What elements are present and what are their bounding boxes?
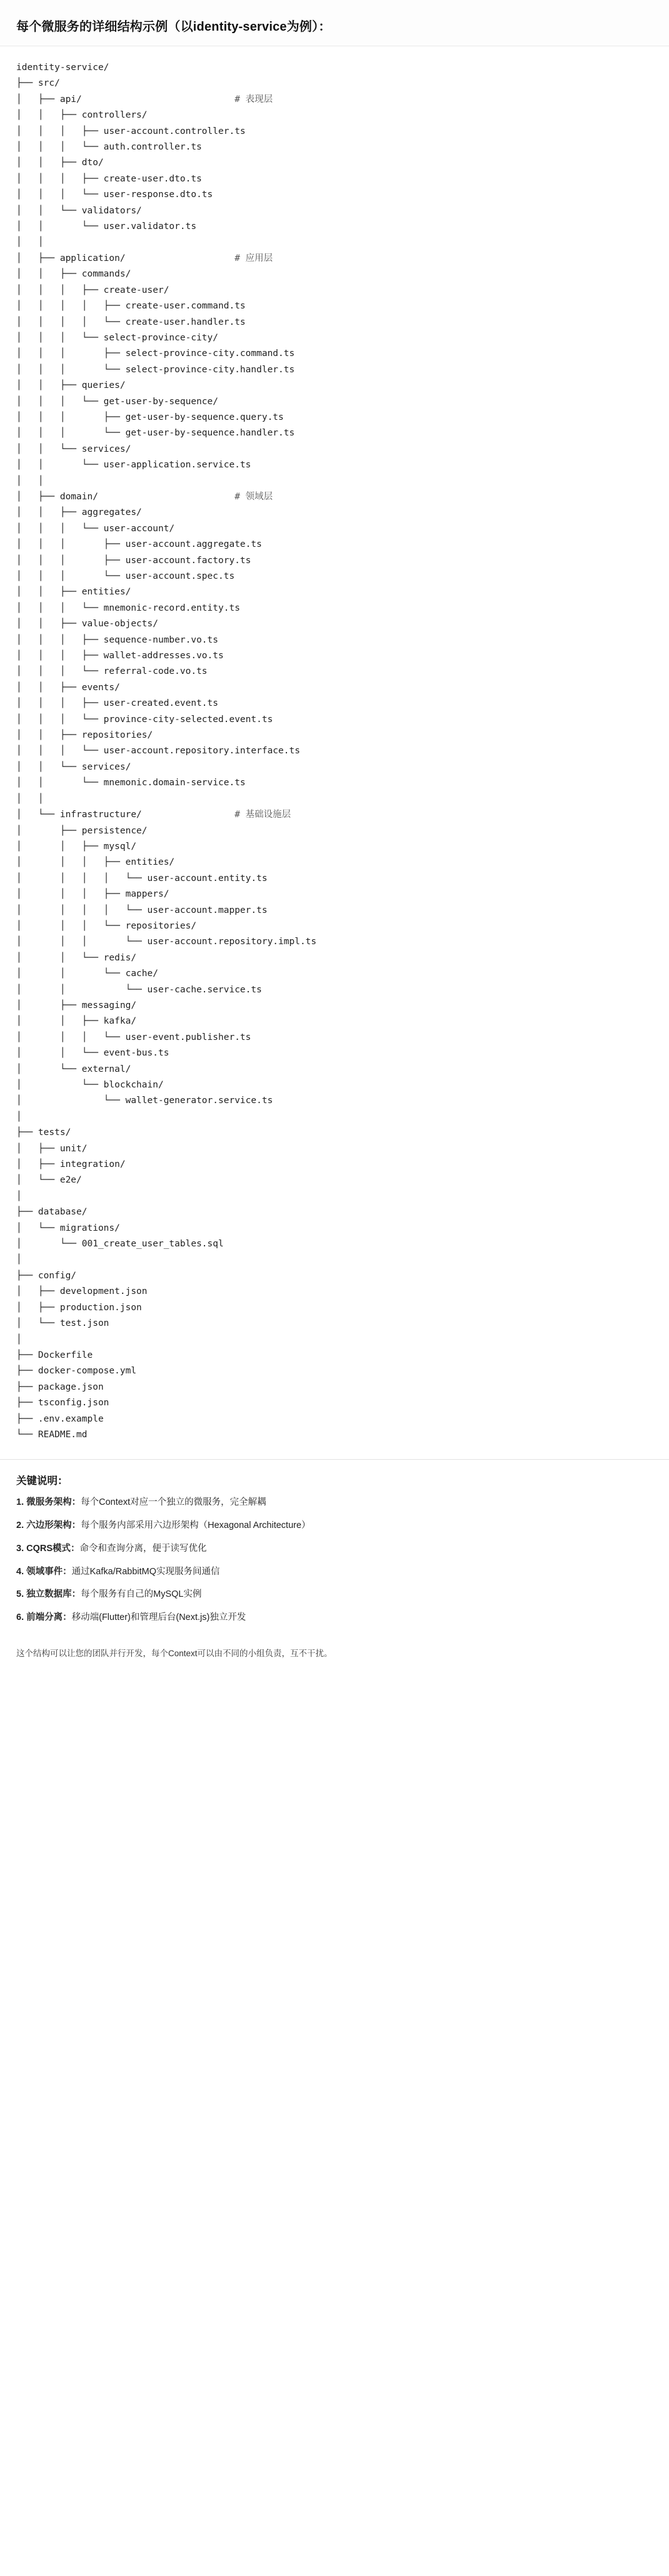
tree-line — [16, 633, 653, 648]
tree-line-text: │ │ └── redis/ — [16, 952, 137, 963]
page-title: 每个微服务的详细结构示例（以identity-service为例）： — [16, 20, 331, 34]
tree-line — [16, 442, 653, 457]
tree-line — [16, 998, 653, 1014]
tree-line — [16, 1189, 653, 1204]
tree-line — [16, 410, 653, 425]
key-note-description: 每个服务内部采用六边形架构（Hexagonal Architecture） — [81, 1520, 311, 1531]
tree-line — [16, 553, 653, 569]
key-note-item — [16, 1519, 653, 1533]
tree-line-text: │ │ │ ├── sequence-number.vo.ts — [16, 634, 219, 645]
tree-line — [16, 1284, 653, 1300]
tree-line — [16, 792, 653, 807]
tree-line — [16, 1141, 653, 1157]
tree-line — [16, 140, 653, 155]
tree-line — [16, 601, 653, 616]
tree-line-text: │ │ │ │ ├── create-user.command.ts — [16, 301, 246, 312]
tree-line-text: │ │ └── user-cache.service.ts — [16, 984, 262, 995]
tree-line-text: │ ├── production.json — [16, 1302, 142, 1313]
tree-line — [16, 664, 653, 680]
tree-line-text: │ └── wallet-generator.service.ts — [16, 1096, 273, 1106]
tree-line-text: │ │ ├── events/ — [16, 682, 120, 693]
tree-line-text: ├── Dockerfile — [16, 1350, 93, 1360]
tree-line — [16, 966, 653, 982]
key-note-term: 六边形架构： — [26, 1520, 81, 1531]
tree-line-text: │ ├── persistence/ — [16, 825, 148, 836]
tree-line — [16, 1014, 653, 1029]
tree-line — [16, 457, 653, 473]
tree-line-text: │ │ ├── controllers/ — [16, 110, 148, 121]
tree-line-text: │ └── e2e/ — [16, 1175, 82, 1186]
tree-line-text: │ │ │ └── referral-code.vo.ts — [16, 666, 208, 677]
tree-line-text: │ │ │ ├── mappers/ — [16, 889, 169, 900]
tree-line — [16, 267, 653, 282]
tree-line-spacer — [98, 492, 234, 502]
tree-line-text: │ ├── domain/ — [16, 491, 98, 502]
tree-line — [16, 1062, 653, 1077]
key-note-description: 命令和查询分离，便于读写优化 — [79, 1543, 207, 1554]
key-note-number: 3. — [16, 1543, 24, 1554]
tree-line — [16, 1300, 653, 1316]
key-note-description: 移动端(Flutter)和管理后台(Next.js)独立开发 — [71, 1612, 246, 1623]
tree-line-text: │ │ └── user-application.service.ts — [16, 460, 251, 471]
key-note-item — [16, 1588, 653, 1602]
tree-line-text: │ │ │ ├── user-created.event.ts — [16, 698, 219, 709]
tree-line — [16, 1412, 653, 1427]
tree-line-text: │ │ │ ├── entities/ — [16, 857, 175, 868]
tree-line — [16, 871, 653, 887]
tree-line-text: │ │ — [16, 793, 44, 804]
tree-line — [16, 1348, 653, 1363]
tree-line-text: │ │ │ └── user-account.spec.ts — [16, 571, 235, 581]
tree-line-text: │ │ ├── queries/ — [16, 380, 126, 391]
tree-line — [16, 760, 653, 775]
tree-line-text: │ │ │ └── user-event.publisher.ts — [16, 1032, 251, 1042]
tree-line — [16, 124, 653, 140]
tree-line — [16, 728, 653, 743]
tree-line — [16, 489, 653, 505]
tree-line — [16, 823, 653, 839]
tree-line — [16, 315, 653, 330]
tree-line — [16, 505, 653, 521]
tree-line — [16, 298, 653, 314]
tree-line-text: │ │ │ └── get-user-by-sequence.handler.ts — [16, 428, 295, 439]
tree-line-text: │ │ ├── commands/ — [16, 269, 131, 280]
tree-line-text: │ │ ├── aggregates/ — [16, 507, 142, 518]
tree-line-text: │ │ ├── value-objects/ — [16, 619, 158, 629]
key-note-number: 2. — [16, 1520, 24, 1531]
tree-line — [16, 474, 653, 489]
tree-line-text: │ │ │ └── province-city-selected.event.ts — [16, 714, 273, 725]
tree-line-text: │ ├── api/ — [16, 94, 82, 104]
tree-line — [16, 187, 653, 203]
tree-line-text: │ │ └── validators/ — [16, 205, 142, 216]
tree-line — [16, 235, 653, 250]
tree-line-text: │ ├── messaging/ — [16, 1000, 137, 1011]
tree-line-text: │ │ │ └── user-account.repository.interface.ts — [16, 746, 300, 756]
tree-line — [16, 903, 653, 919]
key-note-description: 每个服务有自己的MySQL实例 — [81, 1589, 202, 1600]
tree-line — [16, 1173, 653, 1188]
tree-line — [16, 855, 653, 870]
tree-line-text: │ │ │ └── auth.controller.ts — [16, 142, 202, 153]
tree-line-text: │ — [16, 1334, 22, 1345]
tree-line-text: │ ├── application/ — [16, 253, 126, 263]
tree-line-text: ├── docker-compose.yml — [16, 1366, 137, 1377]
key-note-term: 前端分离： — [26, 1612, 72, 1623]
tree-line — [16, 521, 653, 537]
tree-line-text: │ ├── unit/ — [16, 1143, 88, 1154]
tree-line-text: │ │ ├── kafka/ — [16, 1016, 137, 1027]
key-note-number: 6. — [16, 1612, 24, 1623]
tree-line-text: │ └── infrastructure/ — [16, 810, 142, 820]
tree-line-text: │ │ ├── entities/ — [16, 587, 131, 598]
tree-line — [16, 1046, 653, 1061]
tree-line-spacer — [126, 253, 235, 263]
tree-line — [16, 584, 653, 600]
tree-line-text: │ ├── integration/ — [16, 1159, 126, 1170]
key-note-item — [16, 1496, 653, 1510]
tree-line-text: │ │ └── cache/ — [16, 969, 158, 979]
tree-line-text: │ │ │ │ └── create-user.handler.ts — [16, 317, 246, 327]
tree-line-text: │ └── blockchain/ — [16, 1080, 164, 1090]
tree-line-text: │ │ ├── dto/ — [16, 158, 104, 168]
tree-line-text: │ ├── development.json — [16, 1286, 148, 1297]
key-note-term: 微服务架构： — [26, 1497, 81, 1508]
tree-line — [16, 1236, 653, 1252]
tree-line — [16, 1204, 653, 1220]
tree-line-text: │ │ └── services/ — [16, 444, 131, 454]
tree-line — [16, 1030, 653, 1046]
tree-line-comment: # 基础设施层 — [234, 810, 291, 820]
tree-line — [16, 394, 653, 410]
tree-line-text: │ └── migrations/ — [16, 1223, 120, 1233]
tree-line-text: │ └── test.json — [16, 1318, 109, 1329]
tree-line — [16, 537, 653, 552]
tree-line-text: │ │ │ └── mnemonic-record.entity.ts — [16, 603, 240, 613]
tree-line-text: │ │ │ ├── user-account.factory.ts — [16, 555, 251, 566]
tree-line — [16, 1157, 653, 1173]
tree-line — [16, 887, 653, 902]
tree-line — [16, 569, 653, 584]
key-note-number: 5. — [16, 1589, 24, 1600]
tree-line-text: │ │ — [16, 476, 44, 486]
tree-line — [16, 283, 653, 298]
tree-line — [16, 1427, 653, 1443]
tree-line — [16, 1332, 653, 1348]
tree-line-text: │ │ │ ├── wallet-addresses.vo.ts — [16, 651, 224, 661]
tree-line — [16, 1109, 653, 1125]
tree-line — [16, 950, 653, 966]
tree-line-text: ├── tests/ — [16, 1128, 71, 1138]
key-note-description: 每个Context对应一个独立的微服务，完全解耦 — [81, 1497, 266, 1508]
tree-line-text: │ │ │ ├── get-user-by-sequence.query.ts — [16, 412, 284, 422]
tree-line-text: │ │ │ ├── create-user/ — [16, 285, 169, 295]
tree-line — [16, 203, 653, 219]
tree-line-text: │ │ │ └── select-province-city.handler.ts — [16, 364, 295, 375]
tree-line — [16, 425, 653, 441]
tree-line-text: │ │ │ └── user-account/ — [16, 523, 175, 534]
tree-line-spacer — [142, 810, 234, 820]
key-note-term: CQRS模式： — [26, 1543, 80, 1554]
tree-line — [16, 919, 653, 934]
tree-line-text: ├── .env.example — [16, 1413, 104, 1424]
key-note-item — [16, 1565, 653, 1579]
tree-line-text: │ │ │ ├── user-account.controller.ts — [16, 126, 246, 136]
tree-line-text: └── README.md — [16, 1429, 88, 1440]
tree-line — [16, 839, 653, 855]
tree-line-text: │ │ └── user.validator.ts — [16, 221, 197, 232]
tree-line-text: │ └── external/ — [16, 1064, 131, 1074]
tree-line — [16, 712, 653, 728]
tree-line-text: │ │ │ └── repositories/ — [16, 920, 197, 931]
tree-line-comment: # 表现层 — [234, 94, 273, 104]
tree-line — [16, 775, 653, 791]
tree-line — [16, 346, 653, 362]
tree-line-text: │ │ └── services/ — [16, 761, 131, 772]
tree-line — [16, 378, 653, 394]
directory-tree — [0, 46, 669, 1455]
tree-line-text: │ │ │ ├── user-account.aggregate.ts — [16, 539, 262, 550]
key-notes-section — [0, 1460, 669, 1641]
tree-line — [16, 1252, 653, 1268]
tree-line — [16, 76, 653, 91]
tree-line-text: │ │ │ └── get-user-by-sequence/ — [16, 396, 219, 407]
tree-line — [16, 108, 653, 123]
tree-line-spacer — [82, 94, 234, 104]
tree-line-text: │ — [16, 1111, 22, 1122]
tree-line-text: │ │ │ │ └── user-account.entity.ts — [16, 873, 268, 883]
tree-line-text: │ — [16, 1255, 22, 1265]
tree-line-text: │ │ — [16, 237, 44, 248]
tree-line — [16, 362, 653, 378]
tree-line — [16, 1093, 653, 1109]
tree-line — [16, 60, 653, 76]
tree-line-text: ├── src/ — [16, 78, 60, 89]
tree-line — [16, 616, 653, 632]
tree-line-text: ├── package.json — [16, 1382, 104, 1392]
tree-line-text: │ │ └── event-bus.ts — [16, 1048, 169, 1059]
tree-line — [16, 1125, 653, 1141]
footer-note-text: 这个结构可以让您的团队并行开发，每个Context可以由不同的小组负责，互不干扰。 — [16, 1648, 333, 1658]
key-notes-heading: 关键说明： — [16, 1475, 68, 1487]
tree-line-text: ├── config/ — [16, 1270, 77, 1281]
tree-line — [16, 934, 653, 950]
key-note-number: 1. — [16, 1497, 24, 1508]
tree-line-comment: # 应用层 — [234, 253, 273, 263]
tree-line-text: │ │ │ ├── select-province-city.command.ts — [16, 349, 295, 359]
key-note-term: 领域事件： — [26, 1566, 72, 1577]
key-note-number: 4. — [16, 1566, 24, 1577]
tree-line — [16, 171, 653, 187]
tree-line — [16, 219, 653, 235]
tree-line-text: │ │ │ └── user-account.repository.impl.ts — [16, 937, 317, 947]
tree-line — [16, 251, 653, 267]
key-notes-list — [16, 1496, 653, 1625]
tree-line — [16, 680, 653, 696]
page-title-bar — [0, 0, 669, 46]
tree-line — [16, 92, 653, 108]
tree-line-text: │ │ │ ├── create-user.dto.ts — [16, 173, 202, 184]
tree-line-text: │ │ │ └── user-response.dto.ts — [16, 190, 213, 200]
tree-line-text: │ │ └── mnemonic.domain-service.ts — [16, 778, 246, 788]
tree-line-text: │ └── 001_create_user_tables.sql — [16, 1239, 224, 1250]
footer-note — [0, 1641, 669, 1674]
tree-line — [16, 1316, 653, 1331]
tree-line — [16, 330, 653, 346]
tree-line-text: ├── tsconfig.json — [16, 1398, 109, 1408]
tree-line — [16, 1380, 653, 1395]
tree-line — [16, 696, 653, 711]
tree-line-text: ├── database/ — [16, 1207, 88, 1218]
tree-line — [16, 807, 653, 823]
tree-line — [16, 1268, 653, 1284]
tree-line-text: │ │ ├── repositories/ — [16, 730, 153, 741]
tree-line — [16, 1077, 653, 1093]
tree-line-text: │ │ │ │ └── user-account.mapper.ts — [16, 905, 268, 915]
tree-line — [16, 1221, 653, 1236]
tree-line — [16, 982, 653, 998]
key-note-item — [16, 1611, 653, 1625]
tree-line-comment: # 领域层 — [234, 491, 273, 502]
tree-line-text: │ │ │ └── select-province-city/ — [16, 332, 219, 343]
tree-line-text: identity-service/ — [16, 63, 109, 73]
tree-line — [16, 1363, 653, 1379]
tree-line-text: │ │ ├── mysql/ — [16, 841, 137, 852]
key-note-description: 通过Kafka/RabbitMQ实现服务间通信 — [71, 1566, 220, 1577]
tree-line — [16, 155, 653, 171]
key-note-item — [16, 1542, 653, 1556]
tree-line-text: │ — [16, 1191, 22, 1201]
tree-line — [16, 1395, 653, 1411]
tree-line — [16, 648, 653, 664]
key-note-term: 独立数据库： — [26, 1589, 81, 1600]
tree-line — [16, 743, 653, 759]
